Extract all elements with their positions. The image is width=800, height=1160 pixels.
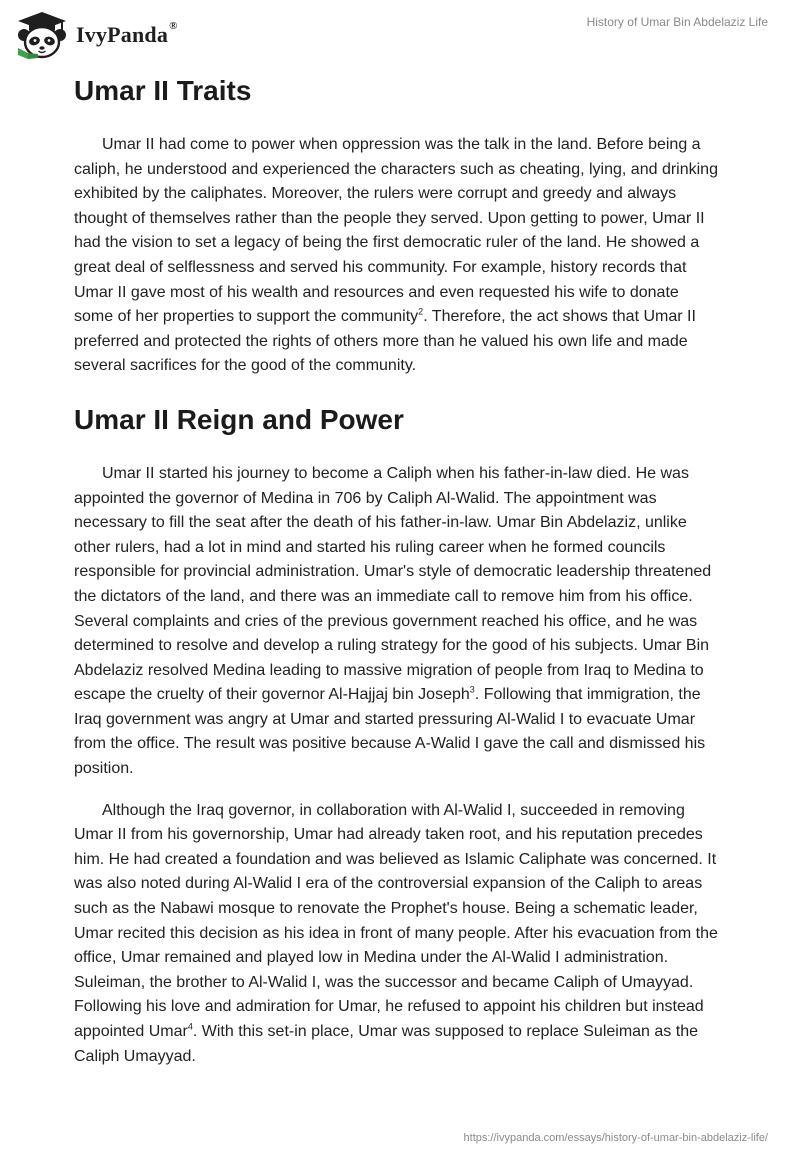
- registered-mark: ®: [169, 20, 178, 32]
- footnote-ref[interactable]: 3: [469, 684, 475, 695]
- section-traits: [74, 72, 722, 379]
- brand-logo[interactable]: [14, 10, 178, 60]
- paragraph: Although the Iraq governor, in collaboration with Al-Walid I, succeeded in removing Umar II from his governorship, Umar had already taken root, and his reputation precedes him. He had created a foundation and was believed as Islamic Caliphate was concerned. It was also noted during Al-Walid I era of the controversial expansion of the Caliph to areas such as the Nabawi mosque to renovate the Prophet's house. Being a schematic leader, Umar recited this decision as his idea in front of many people. After his evacuation from the office, Umar remained and played low in Medina under the Al-Walid I administration. Suleiman, the brother to Al-Walid I, was the successor and became Caliph of Umayyad. Following his love and admiration for Umar, he refused to appoint his children but instead appointed Umar$^4$. With this set-in place, Umar was supposed to replace Suleiman as the Caliph Umayyad.: [74, 801, 718, 1065]
- paragraph: Umar II started his journey to become a Caliph when his father-in-law died. He was appointed the governor of Medina in 706 by Caliph Al-Walid. The appointment was necessary to fill the seat after the death of his father-in-law. Umar Bin Abdelaziz, unlike other rulers, had a lot in mind and started his ruling career when he formed councils responsible for provincial administration. Umar's style of democratic leadership threatened the dictators of the land, and there was an immediate call to remove him from his office. Several complaints and cries of the previous government reached his office, and he was determined to resolve and develop a ruling strategy for the good of his subjects. Umar Bin Abdelaziz resolved Medina leading to massive migration of people from Iraq to Medina to escape the cruelty of their governor Al-Hajjaj bin Joseph$^3$. Following that immigration, the Iraq government was angry at Umar and started pressuring Al-Walid I to evacuate Umar from the office. The result was positive because A-Walid I gave the call and dismissed his position.: [74, 464, 712, 778]
- brand-name: IvyPanda®: [76, 20, 178, 47]
- section-heading: Umar II Reign and Power: [74, 403, 404, 435]
- footnote-ref[interactable]: 4: [187, 1021, 193, 1032]
- footnote-ref[interactable]: 2: [418, 306, 424, 317]
- source-url[interactable]: https://ivypanda.com/essays/history-of-umar-bin-abdelaziz-life/: [463, 1132, 768, 1144]
- section-reign-power: [74, 401, 722, 1069]
- paragraph: Umar II had come to power when oppression was the talk in the land. Before being a caliph, he understood and experienced the characters such as cheating, lying, and drinking exhibited by the caliphates. Moreover, the rulers were corrupt and greedy and always thought of themselves rather than the people they served. Upon getting to power, Umar II had the vision to set a legacy of being the first democratic ruler of the land. He showed a great deal of selflessness and served his community. For example, history records that Umar II gave most of his wealth and resources and even requested his wife to donate some of her properties to support the community$^2$. Therefore, the act shows that Umar II preferred and protected the rights of others more than he valued his own life and made several sacrifices for the good of the community.: [74, 136, 718, 375]
- panda-graduate-icon: [14, 10, 70, 60]
- section-heading: Umar II Traits: [74, 75, 252, 106]
- page-header: [0, 0, 800, 70]
- essay-body: [74, 72, 722, 1069]
- document-title: History of Umar Bin Abdelaziz Life: [586, 15, 768, 29]
